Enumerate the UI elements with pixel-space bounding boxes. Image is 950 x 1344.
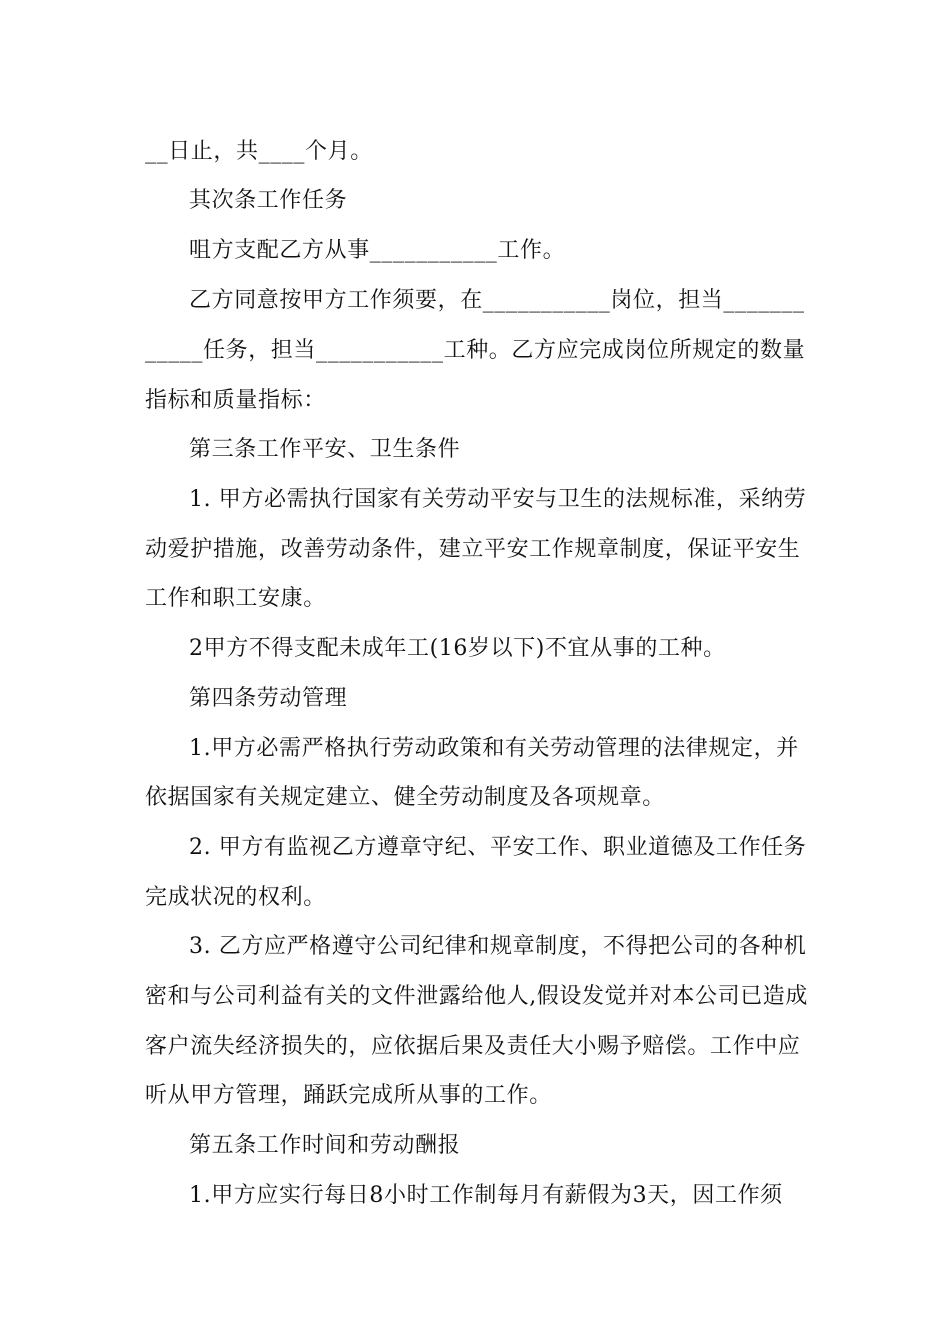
text-line: 完成状况的权利。: [145, 885, 326, 910]
text-line: 1. 甲方必需执行国家有关劳动平安与卫生的法规标准，采纳劳: [189, 487, 807, 512]
section-heading: 其次条工作任务: [189, 188, 348, 213]
text-line: 工作和职工安康。: [145, 586, 326, 611]
text-line: 2甲方不得支配未成年工(16岁以下)不宜从事的工种。: [189, 636, 726, 661]
text-line: 2. 甲方有监视乙方遵章守纪、平安工作、职业道德及工作任务: [189, 835, 807, 860]
text-line: 1.甲方应实行每日8小时工作制每月有薪假为3天，因工作须: [189, 1183, 783, 1208]
text-line: 听从甲方管理，踊跃完成所从事的工作。: [145, 1083, 552, 1108]
text-line: 3. 乙方应严格遵守公司纪律和规章制度，不得把公司的各种机: [189, 934, 807, 959]
text-line: 依据国家有关规定建立、健全劳动制度及各项规章。: [145, 785, 665, 810]
text-line: __日止，共____个月。: [145, 139, 373, 164]
section-heading: 第三条工作平安、卫生条件: [189, 437, 461, 462]
text-line: 1.甲方必需严格执行劳动政策和有关劳动管理的法律规定，并: [189, 736, 799, 761]
section-heading: 第五条工作时间和劳动酬报: [189, 1133, 461, 1158]
text-line: 乙方同意按甲方工作须要，在___________岗位，担当_______: [189, 288, 805, 313]
text-line: 密和与公司利益有关的文件泄露给他人,假设发觉并对本公司已造成: [145, 984, 808, 1009]
text-line: 动爱护措施，改善劳动条件，建立平安工作规章制度，保证平安生: [145, 537, 801, 562]
text-line: 客户流失经济损失的，应依据后果及责任大小赐予赔偿。工作中应: [145, 1034, 801, 1059]
text-line: _____任务，担当___________工种。乙方应完成岗位所规定的数量: [145, 338, 806, 363]
text-line: 咀方支配乙方从事___________工作。: [189, 238, 566, 263]
text-line: 指标和质量指标：: [145, 388, 326, 413]
section-heading: 第四条劳动管理: [189, 686, 348, 711]
